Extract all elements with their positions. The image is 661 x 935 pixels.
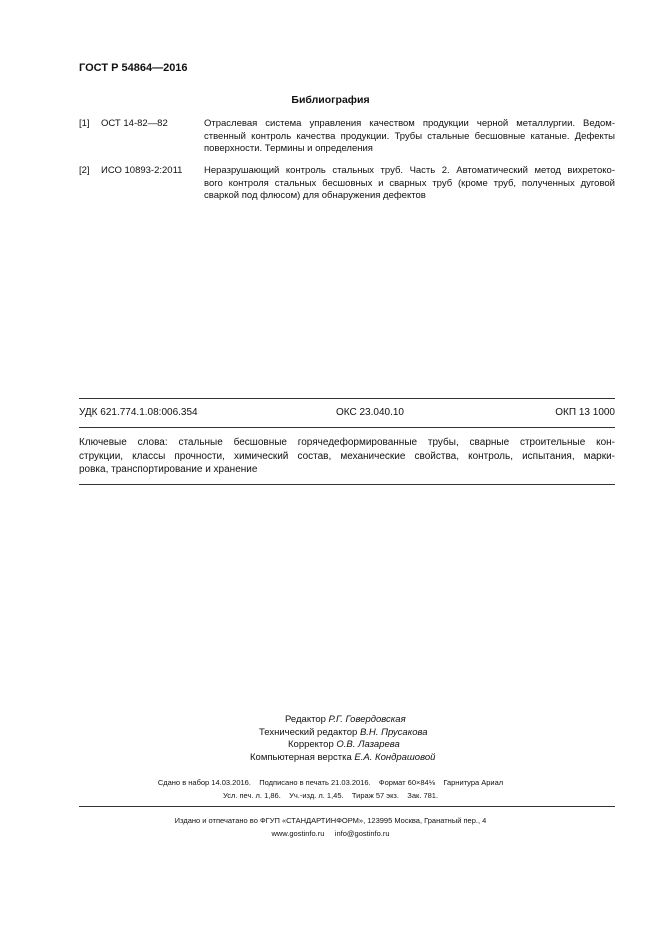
divider: [79, 484, 615, 485]
divider: [79, 806, 615, 807]
divider: [79, 398, 615, 399]
print-info-line: Сдано в набор 14.03.2016. Подписано в печать 21.03.2016. Формат 60×84⅛ Гарнитура Ариал: [157, 778, 504, 787]
ref-text: [204, 165, 615, 203]
udk-code: УДК 621.774.1.08:006.354: [79, 407, 198, 418]
ref-number: [1]: [79, 118, 90, 129]
ref-code: ОСТ 14-82—82: [101, 118, 168, 129]
ref-text-line: вого контроля стальных бесшовных и сварных труб (кроме труб, полученных дуговой: [204, 177, 615, 189]
tech-editor-credit: [259, 727, 428, 740]
publisher-contacts: www.gostinfo.ru info@gostinfo.ru: [271, 829, 390, 838]
corrector-credit: [288, 739, 400, 752]
keywords-line: ровка, транспортирование и хранение: [79, 464, 258, 475]
ref-number: [2]: [79, 165, 90, 176]
divider: [79, 427, 615, 428]
keywords-line: Ключевые слова: стальные бесшовные горячедеформированные трубы, сварные строительные кон-: [79, 437, 615, 448]
okp-code: ОКП 13 1000: [555, 407, 615, 418]
bibliography-entry: [79, 165, 615, 205]
layout-credit: [250, 752, 435, 765]
keywords-line: струкции, классы прочности, химический состав, механические свойства, контроль, испытания, марки-: [79, 450, 615, 462]
tech-editor-name: В.Н. Прусакова: [359, 726, 428, 738]
print-info-line: Усл. печ. л. 1,86. Уч.-изд. л. 1,45. Тираж 57 экз. Зак. 781.: [222, 791, 439, 800]
ref-text: [204, 118, 615, 156]
ref-text-line: Неразрушающий контроль стальных труб. Часть 2. Автоматический метод вихретоко-: [204, 165, 615, 176]
ref-text-line: поверхности. Термины и определения: [204, 143, 373, 154]
bibliography-title: Библиография: [291, 94, 370, 106]
editor-label: Редактор: [285, 714, 326, 725]
oks-code: ОКС 23.040.10: [336, 407, 404, 418]
publisher-line: Издано и отпечатано во ФГУП «СТАНДАРТИНФОРМ», 123995 Москва, Гранатный пер., 4: [174, 816, 487, 825]
ref-text-line: Отраслевая система управления качеством продукции черной металлургии. Ведом-: [204, 118, 615, 129]
keywords: [79, 436, 615, 477]
layout-name: Е.А. Кондрашовой: [354, 751, 436, 763]
tech-editor-label: Технический редактор: [259, 726, 358, 738]
ref-text-line: сваркой под флюсом) для обнаружения дефектов: [204, 190, 426, 201]
bibliography-entry: [79, 118, 615, 158]
editor-credit: [285, 714, 406, 727]
ref-code: ИСО 10893-2:2011: [101, 165, 183, 176]
corrector-name: О.В. Лазарева: [336, 739, 400, 750]
editor-name: Р.Г. Говердовская: [328, 714, 406, 725]
ref-text-line: ственный контроль качества продукции. Трубы стальные бесшовные катаные. Дефекты: [204, 130, 615, 142]
standard-code: ГОСТ Р 54864—2016: [79, 62, 188, 74]
corrector-label: Корректор: [288, 739, 334, 750]
layout-label: Компьютерная верстка: [250, 751, 352, 763]
